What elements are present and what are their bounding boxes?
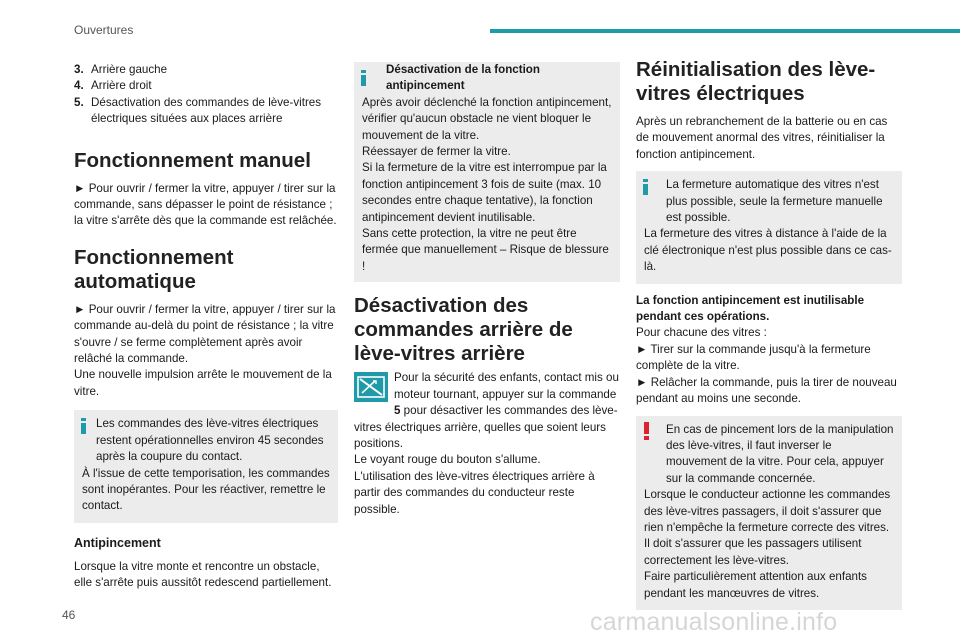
- child-lock-icon: [354, 372, 388, 402]
- page-number: 46: [62, 608, 76, 622]
- heading-antipinch: Antipincement: [74, 535, 161, 550]
- antipinch-disabled-note: La fonction antipincement est inutilisable pendant ces opérations.: [636, 293, 865, 324]
- reset-step-1: ► Tirer sur la commande jusqu'à la fermeture complète de la vitre.: [636, 342, 871, 373]
- info-icon: [81, 418, 86, 434]
- list-item: 3. Arrière gauche: [74, 63, 168, 76]
- rear-deactivation-led-note: Le voyant rouge du bouton s'allume.: [354, 453, 541, 467]
- watermark-text: carmanualsonline.info: [590, 608, 838, 636]
- column-right: [636, 58, 902, 610]
- list-item: 5. Désactivation des commandes de lève-vitres électriques situées aux places arrière: [74, 95, 322, 126]
- rear-deactivation-text: Pour la sécurité des enfants, contact mis ou moteur tournant, appuyer sur la commande 5 pour désactiver les commandes des lève-vitres électriques arrière, quelles que soient leurs positions.: [354, 371, 619, 450]
- info-box-timeout: Les commandes des lève-vitres électriques restent opérationnelles environ 45 secondes après la coupure du contact. À l'issue de cette temporisation, les commandes sont inopérantes. Pour les réactiver, remettre le contact.: [74, 410, 338, 522]
- info-box-antipinch-deactivation: Désactivation de la fonction antipincement Après avoir déclenché la fonction antipincement, vérifier qu'aucun obstacle ne vient bloquer le mouvement de la vitre. Réessayer de fermer la vitre. Si la fermeture de la vitre est interrompue par la fonction antipincement 3 fois de suite (max. 10 secondes entre chaque tentative), la fonction antipincement devient inutilisable. Sans cette protection, la vitre ne peut être fermée que manuellement – Risque de blessure !: [354, 62, 620, 282]
- steps-intro: Pour chacune des vitres :: [636, 326, 767, 340]
- warning-box-pinching: En cas de pincement lors de la manipulation des lève-vitres, il faut inverser le mouvement de la vitre. Pour cela, appuyer sur la commande concernée. Lorsque le conducteur actionne les commandes des lève-vitres passagers, il doit s'assurer que rien n'empêche la fermeture correcte des vitres. Il doit s'assurer que les passagers utilisent correctement les lève-vitres. Faire particulièrement attention aux enfants pendant les manœuvres de vitres.: [636, 416, 902, 610]
- reset-step-2: ► Relâcher la commande, puis la tirer de nouveau pendant au moins une seconde.: [636, 375, 897, 406]
- heading-manual-operation: Fonctionnement manuel: [74, 148, 311, 172]
- antipinch-text: Lorsque la vitre monte et rencontre un obstacle, elle s'arrête puis aussitôt redescend partiellement.: [74, 559, 332, 590]
- rear-deactivation-driver-note: L'utilisation des lève-vitres électriques arrière à partir des commandes du conducteur reste possible.: [354, 469, 595, 516]
- manual-operation-text: ► Pour ouvrir / fermer la vitre, appuyer / tirer sur la commande, sans dépasser le point de résistance ; la vitre s'arrête dès que la commande est relâchée.: [74, 181, 337, 228]
- heading-reset: Réinitialisation des lève-vitres électriques: [636, 58, 876, 105]
- control-list: [74, 62, 338, 128]
- header-accent-bar: [490, 29, 960, 33]
- column-middle: [354, 62, 620, 518]
- warning-icon: [644, 422, 649, 440]
- info-icon: [361, 70, 366, 86]
- heading-automatic-operation: Fonctionnement automatique: [74, 245, 234, 293]
- info-box-reset: La fermeture automatique des vitres n'est plus possible, seule la fermeture manuelle est possible. La fermeture des vitres à distance à l'aide de la clé électronique n'est plus possible dans ce cas-là.: [636, 171, 902, 283]
- list-item: 4. Arrière droit: [74, 79, 152, 93]
- header-section-title: Ouvertures: [74, 23, 134, 37]
- heading-rear-deactivation: Désactivation des commandes arrière de lève-vitres arrière: [354, 294, 573, 366]
- automatic-operation-note: Une nouvelle impulsion arrête le mouvement de la vitre.: [74, 368, 332, 398]
- reset-text: Après un rebranchement de la batterie ou en cas de mouvement anormal des vitres, réinitialiser la fonction antipincement.: [636, 115, 888, 161]
- rear-deactivation-block: [354, 370, 620, 518]
- column-left: [74, 62, 338, 592]
- info-icon: [643, 179, 648, 195]
- automatic-operation-text: ► Pour ouvrir / fermer la vitre, appuyer / tirer sur la commande au-delà du point de résistance ; la vitre s'ouvre / se ferme complètement après avoir relâché la commande.: [74, 302, 336, 366]
